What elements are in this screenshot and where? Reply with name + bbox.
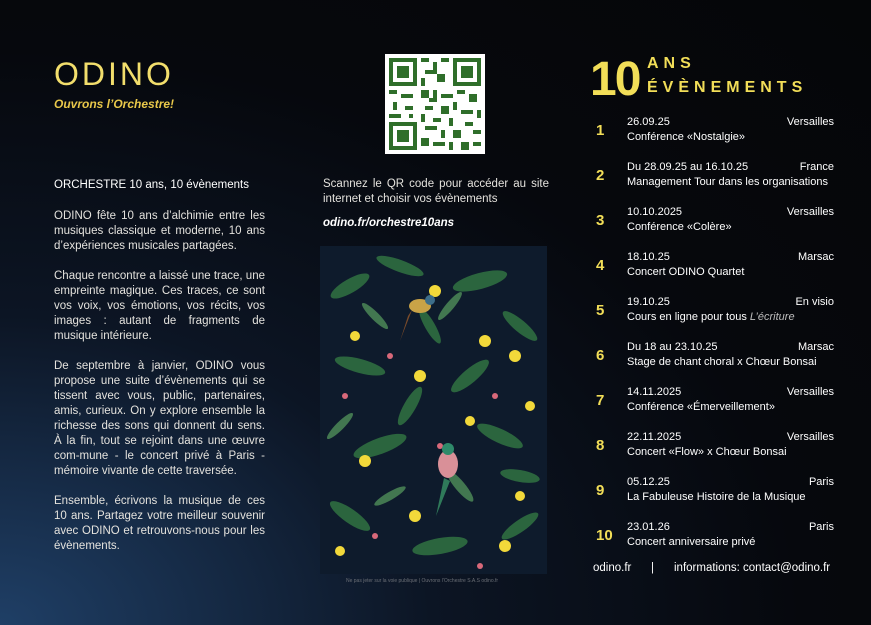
- event-number: 8: [596, 437, 605, 454]
- footer-separator: |: [651, 562, 654, 574]
- event-location: Marsac: [797, 251, 834, 263]
- qr-code-icon[interactable]: [385, 54, 485, 154]
- event-date: 23.01.26: [627, 521, 670, 533]
- botanical-illustration-icon: [320, 246, 547, 574]
- event-number: 2: [596, 167, 605, 184]
- event-title: Concert «Flow» x Chœur Bonsai: [627, 446, 787, 458]
- event-item[interactable]: [596, 206, 834, 240]
- brand-tagline: Ouvrons l’Orchestre!: [54, 97, 175, 111]
- event-location: Versailles: [786, 431, 834, 443]
- event-item[interactable]: [596, 386, 834, 420]
- event-title: Conférence «Émerveillement»: [627, 401, 775, 413]
- event-title: Stage de chant choral x Chœur Bonsai: [627, 356, 817, 368]
- event-number: 4: [596, 257, 605, 274]
- event-date: Du 28.09.25 au 16.10.25: [627, 161, 749, 173]
- event-title: Concert ODINO Quartet: [627, 266, 745, 278]
- event-item[interactable]: [596, 341, 834, 375]
- footer-website-link[interactable]: odino.fr: [593, 562, 632, 574]
- section-title: ORCHESTRE 10 ans, 10 évènements: [54, 179, 249, 191]
- event-location: Paris: [808, 476, 834, 488]
- event-title: Conférence «Colère»: [627, 221, 732, 233]
- brand-logo: ODINO: [54, 56, 174, 92]
- event-item[interactable]: [596, 521, 834, 555]
- paragraph: Ensemble, écrivons la musique de ces 10 ans. Partagez votre meilleur souvenir avec ODINO et retrouvons-nous pour les évènements.: [54, 495, 265, 552]
- event-number: 5: [596, 302, 605, 319]
- event-item[interactable]: [596, 296, 834, 330]
- event-date: 05.12.25: [627, 476, 670, 488]
- qr-instruction: Scannez le QR code pour accéder au site internet et choisir vos évènements: [323, 178, 549, 205]
- event-title: Cours en ligne pour tous L’écriture: [627, 311, 795, 323]
- event-date: 14.11.2025: [627, 386, 682, 398]
- anniversary-number: 10: [590, 53, 640, 106]
- event-date: 22.11.2025: [627, 431, 682, 443]
- event-number: 9: [596, 482, 605, 499]
- intro-text: [54, 209, 265, 569]
- event-location: Marsac: [797, 341, 834, 353]
- event-item[interactable]: [596, 251, 834, 285]
- event-location: Paris: [808, 521, 834, 533]
- paragraph: ODINO fête 10 ans d’alchimie entre les musiques classique et moderne, 10 ans d’expériences musicales partagées.: [54, 210, 265, 252]
- event-item[interactable]: [596, 116, 834, 150]
- event-number: 6: [596, 347, 605, 364]
- event-date: 26.09.25: [627, 116, 670, 128]
- event-title: La Fabuleuse Histoire de la Musique: [627, 491, 806, 503]
- print-notice: Ne pas jeter sur la voie publique | Ouvrons l'Orchestre S.A.S odino.fr: [346, 578, 499, 584]
- event-number: 7: [596, 392, 605, 409]
- anniversary-line-1: ANS: [647, 55, 696, 72]
- event-title: Concert anniversaire privé: [627, 536, 756, 548]
- event-date: 10.10.2025: [627, 206, 683, 218]
- paragraph: Chaque rencontre a laissé une trace, une empreinte magique. Ces traces, ce sont vos voix, vos émotions, vos récits, vos images : autant de fragments de musique intérieure.: [54, 270, 265, 342]
- event-title: Conférence «Nostalgie»: [627, 131, 746, 143]
- event-number: 3: [596, 212, 605, 229]
- event-date: Du 18 au 23.10.25: [627, 341, 718, 353]
- anniversary-line-2: ÉVÈNEMENTS: [647, 79, 808, 96]
- event-url-link[interactable]: odino.fr/orchestre10ans: [323, 217, 455, 229]
- event-item[interactable]: [596, 161, 834, 195]
- event-note: L’écriture: [749, 311, 795, 323]
- event-number: 1: [596, 122, 605, 139]
- event-date: 19.10.25: [627, 296, 670, 308]
- event-location: Versailles: [786, 386, 834, 398]
- event-location: Versailles: [786, 206, 834, 218]
- event-date: 18.10.25: [627, 251, 670, 263]
- event-title: Management Tour dans les organisations: [627, 176, 828, 188]
- footer-contact-link[interactable]: informations: contact@odino.fr: [674, 562, 831, 574]
- paragraph: De septembre à janvier, ODINO vous propose une suite d’évènements qui se tissent avec vous, public, partenaires, amis, curieux. On y explore ensemble la richesse des sons qui donnent du sens. À la fin, tout se rejoint dans une œuvre com-mune - le concert privé à Paris - mémoire vivante de cette traversée.: [54, 360, 265, 477]
- event-location: En visio: [795, 296, 834, 308]
- event-number: 10: [596, 527, 613, 544]
- event-item[interactable]: [596, 431, 834, 465]
- event-item[interactable]: [596, 476, 834, 510]
- event-location: France: [799, 161, 834, 173]
- event-location: Versailles: [786, 116, 834, 128]
